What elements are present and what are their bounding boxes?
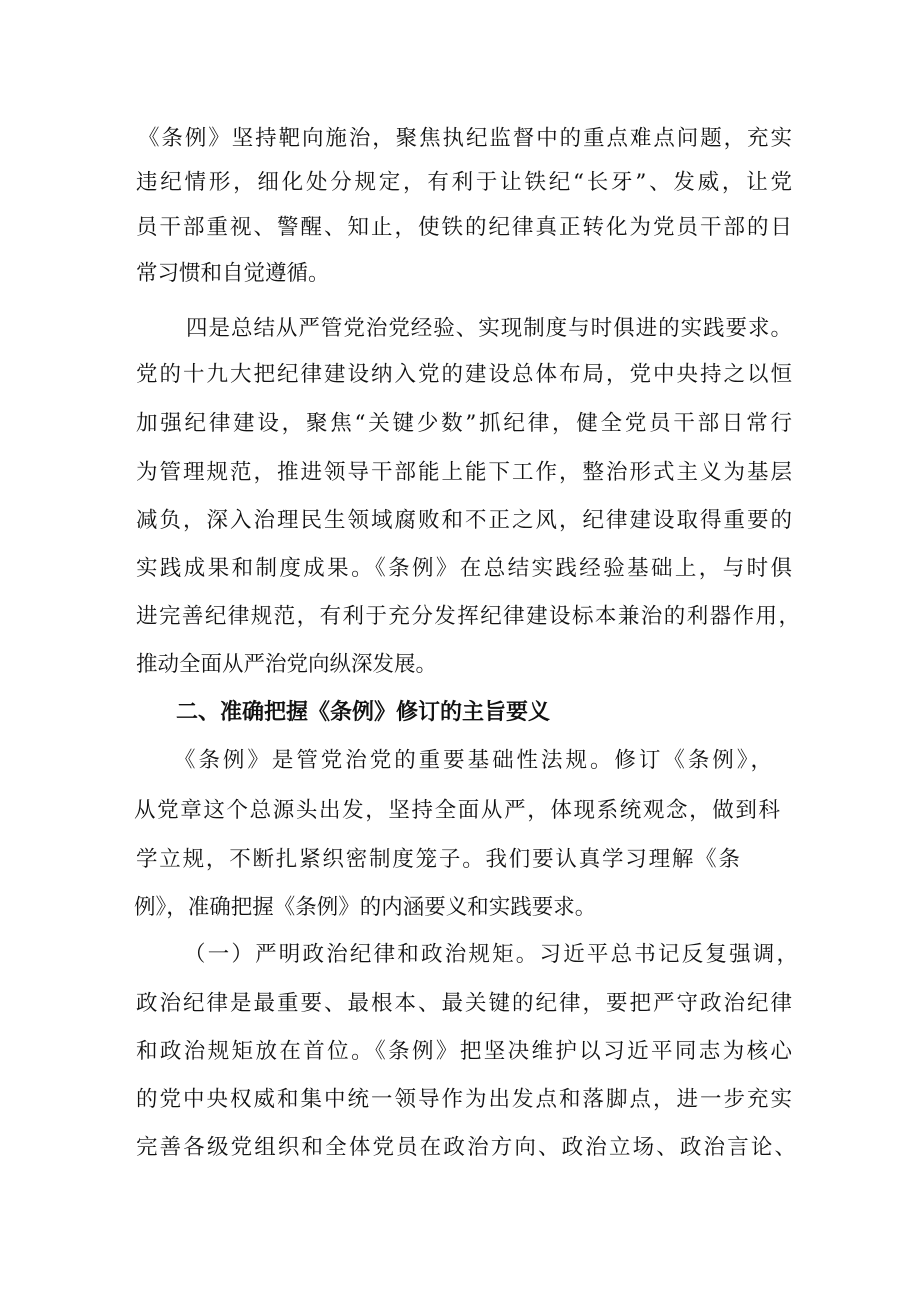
text-line: 减负，深入治理民生领域腐败和不正之风，纪律建设取得重要的 xyxy=(136,508,792,533)
text-line: 常习惯和自觉遵循。 xyxy=(136,261,330,286)
text-line: 为管理规范，推进领导干部能上能下工作，整治形式主义为基层 xyxy=(136,460,792,485)
text-line: 《条例》是管党治党的重要基础性法规。修订《条例》， xyxy=(174,748,772,773)
text-line: 加强纪律建设，聚焦“关键少数”抓纪律，健全党员干部日常行 xyxy=(136,411,792,436)
text-line: 的党中央权威和集中统一领导作为出发点和落脚点，进一步充实 xyxy=(136,1087,792,1112)
text-line: 实践成果和制度成果。《条例》在总结实践经验基础上，与时俱 xyxy=(136,556,792,581)
text-line: （一）严明政治纪律和政治规矩。习近平总书记反复强调， xyxy=(184,942,798,967)
text-line: 从党章这个总源头出发，坚持全面从严，体现系统观念，做到科 xyxy=(134,798,780,823)
text-line: 完善各级党组织和全体党员在政治方向、政治立场、政治言论、 xyxy=(136,1135,796,1160)
text-line: 四是总结从严管党治党经验、实现制度与时俱进的实践要求。 xyxy=(186,316,792,341)
text-line: 政治纪律是最重要、最根本、最关键的纪律，要把严守政治纪律 xyxy=(136,991,792,1016)
text-line: 违纪情形，细化处分规定，有利于让铁纪“长牙”、发威，让党 xyxy=(136,170,792,195)
text-line: 《条例》坚持靶向施治，聚焦执纪监督中的重点难点问题，充实 xyxy=(138,126,792,151)
text-line: 员干部重视、警醒、知止，使铁的纪律真正转化为党员干部的日 xyxy=(136,215,792,240)
text-line: 进完善纪律规范，有利于充分发挥纪律建设标本兼治的利器作用， xyxy=(136,604,800,629)
text-line: 学立规，不断扎紧织密制度笼子。我们要认真学习理解《条 xyxy=(136,847,740,872)
text-line: 推动全面从严治党向纵深发展。 xyxy=(136,652,438,677)
text-line: 党的十九大把纪律建设纳入党的建设总体布局，党中央持之以恒 xyxy=(136,362,792,387)
section-heading: 二、准确把握《条例》修订的主旨要义 xyxy=(176,700,551,725)
text-line: 和政治规矩放在首位。《条例》把坚决维护以习近平同志为核心 xyxy=(136,1039,792,1064)
text-line: 例》，准确把握《条例》的内涵要义和实践要求。 xyxy=(134,895,597,920)
